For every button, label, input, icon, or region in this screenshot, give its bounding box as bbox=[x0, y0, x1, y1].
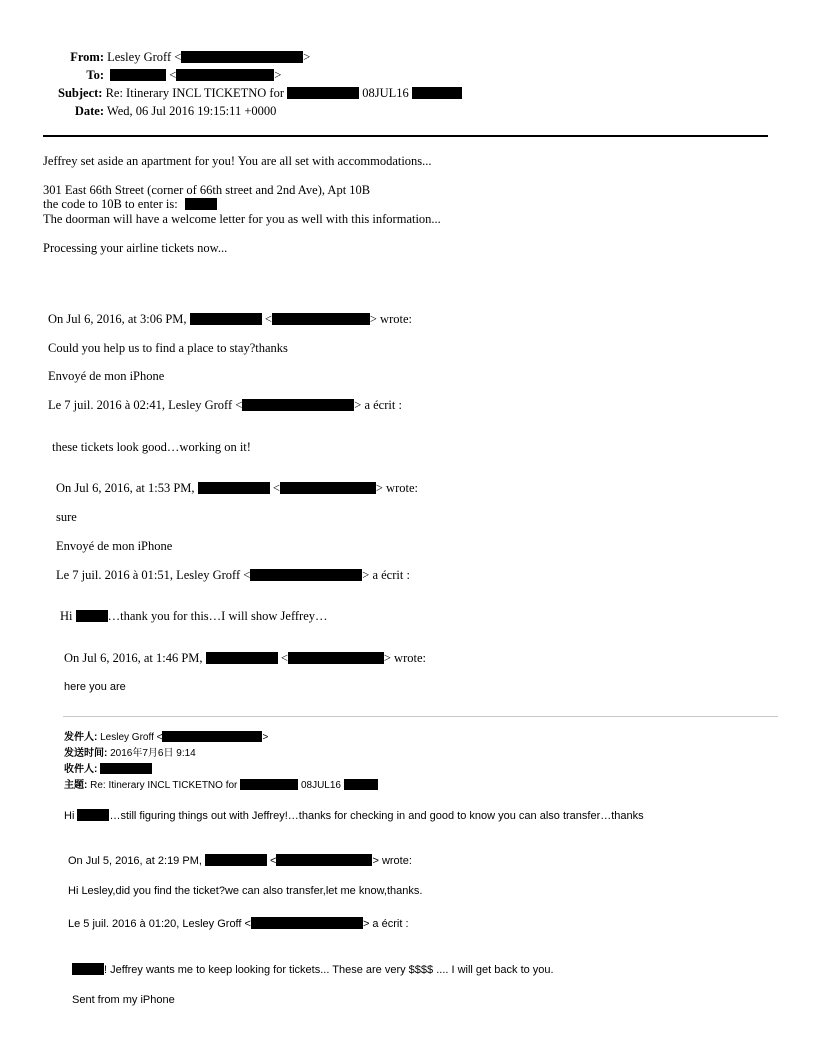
redaction-bar bbox=[288, 652, 384, 664]
redaction-bar bbox=[344, 779, 378, 790]
quote-header-text: Le 7 juil. 2016 à 02:41, Lesley Groff < bbox=[48, 398, 243, 412]
quote-header-text: On Jul 6, 2016, at 1:46 PM, bbox=[64, 651, 203, 665]
fwd-subject-label: 主题: bbox=[64, 780, 88, 791]
quote-message-2: these tickets look good…working on it! bbox=[52, 440, 251, 454]
redaction-bar bbox=[276, 854, 372, 866]
fwd-from-row bbox=[64, 728, 268, 743]
quote-header-text: < bbox=[277, 651, 288, 665]
redaction-bar bbox=[181, 51, 303, 63]
fwd-from-close: > bbox=[262, 732, 269, 743]
quote-signature-3: Envoyé de mon iPhone bbox=[56, 539, 173, 553]
quote-header-text: < bbox=[261, 312, 272, 326]
redaction-bar bbox=[185, 198, 217, 210]
to-close: > bbox=[274, 68, 282, 82]
quote-header-text: > wrote: bbox=[372, 855, 412, 867]
date-value: Wed, 06 Jul 2016 19:15:11 +0000 bbox=[106, 104, 277, 118]
fwd-sent-label: 发送时间: bbox=[64, 748, 108, 759]
to-label: To: bbox=[86, 68, 104, 82]
quote-message-7 bbox=[72, 963, 554, 976]
from-label: From: bbox=[70, 50, 104, 64]
body-line-doorman: The doorman will have a welcome letter for you as well with this information... bbox=[43, 212, 441, 226]
redaction-bar bbox=[190, 313, 262, 325]
greeting: Hi bbox=[60, 609, 73, 623]
quote-header-text: Le 7 juil. 2016 à 01:51, Lesley Groff < bbox=[56, 568, 251, 582]
date-label: Date: bbox=[74, 104, 104, 118]
quote-message-5: here you are bbox=[64, 681, 126, 693]
code-label: the code to 10B to enter is: bbox=[43, 197, 178, 211]
quote-signature-1: Envoyé de mon iPhone bbox=[48, 369, 165, 383]
message-text: ! Jeffrey wants me to keep looking for tickets... These are very $$$$ .... I will get back to you. bbox=[104, 964, 554, 976]
redaction-bar bbox=[110, 69, 166, 81]
fwd-sent-row bbox=[64, 744, 196, 759]
fwd-subject-date: 08JUL16 bbox=[300, 780, 341, 791]
redaction-bar bbox=[250, 569, 362, 581]
from-close: > bbox=[303, 50, 311, 64]
redaction-bar bbox=[176, 69, 274, 81]
subject-row bbox=[58, 86, 462, 101]
quote-header-text: > a écrit : bbox=[362, 568, 410, 582]
redaction-bar bbox=[272, 313, 370, 325]
fwd-to-label: 收件人: bbox=[64, 764, 98, 775]
redaction-bar bbox=[240, 779, 298, 790]
quote-header-text: On Jul 5, 2016, at 2:19 PM, bbox=[68, 855, 202, 867]
header-divider bbox=[43, 135, 768, 137]
quote-message-1: Could you help us to find a place to stay?thanks bbox=[48, 341, 288, 355]
fwd-to-row bbox=[64, 760, 152, 775]
quote-header-fr-3 bbox=[56, 568, 410, 583]
subject-label: Subject: bbox=[58, 86, 103, 100]
body-line-address: 301 East 66th Street (corner of 66th street and 2nd Ave), Apt 10B bbox=[43, 183, 371, 197]
redaction-bar bbox=[205, 854, 267, 866]
fwd-message bbox=[64, 809, 644, 822]
quote-header-6 bbox=[68, 854, 412, 867]
quote-header-text: > wrote: bbox=[369, 312, 412, 326]
fwd-subject-text: Re: Itinerary INCL TICKETNO for bbox=[90, 780, 238, 791]
body-line-processing: Processing your airline tickets now... bbox=[43, 241, 228, 255]
redaction-bar bbox=[412, 87, 462, 99]
quote-header-3 bbox=[56, 481, 418, 496]
greeting: Hi bbox=[64, 810, 75, 822]
forward-divider bbox=[63, 716, 778, 717]
redaction-bar bbox=[242, 399, 354, 411]
quote-header-text: > wrote: bbox=[383, 651, 426, 665]
quote-signature-7: Sent from my iPhone bbox=[72, 994, 175, 1006]
message-text: …thank you for this…I will show Jeffrey… bbox=[107, 609, 328, 623]
redaction-bar bbox=[162, 731, 262, 742]
quote-header-fr-1 bbox=[48, 398, 402, 413]
redaction-bar bbox=[251, 917, 363, 929]
redaction-bar bbox=[100, 763, 152, 774]
quote-message-3: sure bbox=[56, 510, 77, 524]
redaction-bar bbox=[280, 482, 376, 494]
subject-date: 08JUL16 bbox=[362, 86, 409, 100]
body-line-apartment: Jeffrey set aside an apartment for you! You are all set with accommodations... bbox=[43, 154, 432, 168]
quote-header-text: > a écrit : bbox=[354, 398, 402, 412]
quote-header-text: Le 5 juil. 2016 à 01:20, Lesley Groff < bbox=[68, 918, 251, 930]
quote-message-6: Hi Lesley,did you find the ticket?we can also transfer,let me know,thanks. bbox=[68, 885, 423, 897]
to-open: < bbox=[166, 68, 177, 82]
body-line-code bbox=[43, 197, 217, 212]
from-name: Lesley Groff < bbox=[107, 50, 182, 64]
quote-header-1 bbox=[48, 312, 412, 327]
quote-header-5 bbox=[64, 651, 426, 666]
from-row bbox=[60, 50, 310, 65]
quote-message-4 bbox=[60, 609, 328, 624]
redaction-bar bbox=[77, 809, 109, 821]
quote-header-text: On Jul 6, 2016, at 1:53 PM, bbox=[56, 481, 195, 495]
quote-header-text: > wrote: bbox=[375, 481, 418, 495]
redaction-bar bbox=[76, 610, 108, 622]
fwd-sent-value: 2016年7月6日 9:14 bbox=[110, 748, 196, 759]
fwd-from-label: 发件人: bbox=[64, 732, 98, 743]
message-text: …still figuring things out with Jeffrey!…thanks for checking in and good to know you can also transfer…thanks bbox=[109, 810, 644, 822]
to-row bbox=[60, 68, 281, 83]
quote-header-fr-6 bbox=[68, 917, 409, 930]
fwd-from-value: Lesley Groff < bbox=[100, 732, 163, 743]
quote-header-text: < bbox=[269, 481, 280, 495]
date-row bbox=[60, 104, 276, 119]
redaction-bar bbox=[287, 87, 359, 99]
fwd-subject-row bbox=[64, 776, 378, 791]
subject-text: Re: Itinerary INCL TICKETNO for bbox=[105, 86, 285, 100]
quote-header-text: < bbox=[266, 855, 277, 867]
redaction-bar bbox=[198, 482, 270, 494]
redaction-bar bbox=[72, 963, 104, 975]
quote-header-text: > a écrit : bbox=[362, 918, 409, 930]
quote-header-text: On Jul 6, 2016, at 3:06 PM, bbox=[48, 312, 187, 326]
redaction-bar bbox=[206, 652, 278, 664]
